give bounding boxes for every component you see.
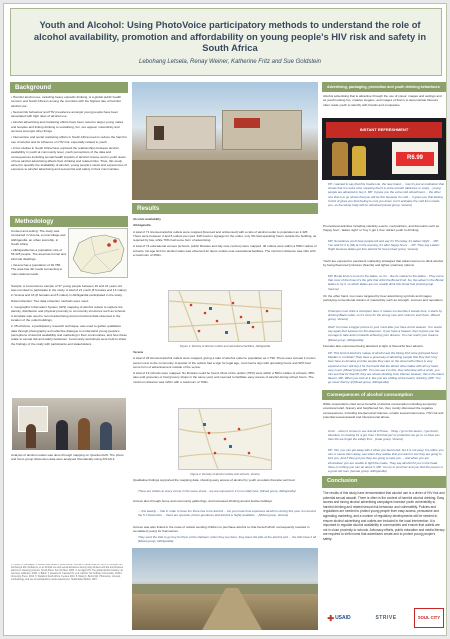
children-paragraph: Access was also linked to the noise of outlets sending children to purchase alcohol so that herself which consequently resulted in sexualised young for themselves. (133, 525, 310, 534)
consequences-paragraph: While respondents cited some benefits of alcohol consumption including temporary emotional relief, bravery and heightened fun, they mostly discussed the negative consequences, including interpersonal violence, unsafe sexual intercourse, HIV risk and potential sexual assault and interpersonal abuse. (323, 402, 444, 419)
women-paragraph: Youth are exposed to persistent marketing strategies that attract women to drink alcohol by being flavoured (mixtures (brands) and lighter (calories) options. (323, 259, 444, 268)
methodology-paragraph: Context and setting: The study was conducted in Verena, a rural village and Alkhigandla, an urban township, in South Africa. (11, 229, 66, 246)
workshop-photo (12, 398, 126, 450)
qualitative-intro: Qualitative findings supported the mapping data, showing easy access of alcohol by youth at outlets that also sell food. (133, 478, 296, 482)
alkhigandla-paragraph: A total of 74 educational venues (schools, public libraries and day care centres) were mapped. 46 outlets were within a 500m radius of schools. No age limit for alcohol sales was observed for liquor outlets near educational facilities. The minimum distance was 10m with a maximum of 450m. (133, 244, 317, 258)
advertising-heading: Advertising, packaging, promotion and youth drinking behaviours (322, 82, 446, 92)
background-paragraph: • Intervention and social marketing efforts in South Africa need to reduce the harmful use of alcohol and its influence on HIV risk, especially related to youth. (11, 135, 127, 144)
price-tag: R6.99 (396, 152, 434, 166)
quote-flavoured: FP: This kind of alcohol's makes of alcohol ask the Flying Fish wine (pictured here) Miadan or cocktails! They have a great way of attracting people that they don't buy beer here as females just like people they care on the street with Lillia it is very expensive but I will buy it for the brand that the attract other ladies with all my heart, very much. [Mixed group] MP: You can see it in this, they advertise with a smile, you can see that for that FP, they are shown drinking Cab, Flavour Heaven, this is the latest flavour. MP: When you look at it, like you are chilling at the beach, drinking. [MP: You go never find by it] [Mixed group, Alkhigandla] (328, 351, 444, 385)
verena-paragraph: A total of 19 schools were mapped. No libraries could be found. Most of the outlets (75%) were within a 500m radius of schools; 35% also sold groceries or had grocery shops in the same yard, and seemed to facilitate easy access of alcohol during school hours. The minimum distance was 120m with a maximum of 700m. (133, 371, 315, 384)
background-paragraph: • Alcohol advertising and marketing efforts have been noted to target young males and females and linking drinking to socialising, fun, sex appeal, masculinity and success amongst other things. (11, 120, 124, 134)
rural-landscape-photo (132, 548, 318, 630)
methodology-heading: Methodology (10, 216, 128, 227)
background-heading: Background (10, 82, 128, 93)
verena-paragraph: A total of 26 licensed alcohol outlets were mapped, giving a ratio of alcohol outlet to population as 1:799. There were at least 1 known person next to the community. A quarter of the outlets had a sign for legal age, most had a sign with operating hours and 92% had some form of advertisement outside of the venue. (133, 356, 316, 369)
column-middle (132, 82, 318, 632)
results-heading: Results (132, 203, 318, 214)
quote-children: They send the kids to go buy for them at the shebeen; when they are done, they leave the kids at the alcohol and ... the kids have it all [Mixed group, Alkhigandla] (138, 535, 316, 544)
verena-text (133, 350, 317, 406)
quote-champion: Champion men drink a champion beer. It makes me feel like it stands here, it starts by drinking Black Label, so it's more for the strong men and I want to start them. [Mixed group, Verena] (328, 309, 442, 322)
verena-outlet-map (178, 408, 272, 470)
quote-tavern: Umm... when it comes to sex and all of those... Okay, I go to the tavern, I get drunk, therefore I'm looking for a girl, then I find that girl no protection we go to, to have sex then the we forget the safety first... [male group, Verena] (328, 429, 440, 442)
availability-text (133, 217, 317, 295)
verena-label: Verena (133, 350, 144, 354)
poster-authors: Lebohang Letsela, Renay Weiner, Katherine Fritz and Sue Goldstein (138, 59, 321, 65)
logo-bar (322, 604, 446, 634)
alkhigandla-paragraph: A total of 71 licensed alcohol outlets were mapped (licensed and unlicensed) with a ratio of alcohol outlet to population as 1:425. There were between 2 and 8 outlets per road. 34% had no signage for the outlet, only 3% had operating hours outside the building, as required by law, while 76% had some form of advertising. (133, 229, 317, 243)
figure-1-caption: Figure 1: Density of alcohol outlets and educational facilities, Alkhigandla (179, 344, 271, 348)
access-paragraph: Access also through home and community gatherings, and increased drinking around festive holidays. (133, 499, 273, 503)
background-paragraph: • A few studies in South Africa have explored the relationships between alcohol availability in youth at community level, youth perceptions of the data and consequences including sexual health impacts of alcohol misuse and in youth views of how alcohol advertising affects their drinking and related risks. Thus, this study aimed to quantify the availability of alcohol, young people's views and experiences of exposure to alcohol advertising and sexual risk and safety in their communities. (11, 145, 127, 172)
column-right (322, 82, 446, 602)
consequences-heading: Consequences of alcohol consumption (322, 390, 446, 400)
advertising-intro: Alcohol advertising that is attractive through the use of colour, images and settings and as youth looking fun, creative slogans, and images of that is to demonstrate flavours often made youth to identify with brands and companies. (323, 94, 442, 107)
quote-outlets: There are outlets at every corner in the same street... we are exposed to it in our daily lives. [Mixed group, Alkhigandla] (138, 489, 296, 493)
quote-festive: ... this weekly ... that in order to have fun there has to be alcohol ... Do you know how expensive alcohol is during this year, but around the 5-7 December ... there are specials, phone-goodness and alcohol is highly available ... [Mixed group, Verena] (138, 509, 316, 518)
men-paragraph: On the other hand, men were targeted by beer advertising symbols and images portraying conventional notions of masculinity such as strength, success and reputation. (323, 294, 444, 303)
quote-brutal-fruit: MP: Brutal Fruit is more for the ladies, so it's... like its market to the ladies... They come that most of the times it's the girls that drink the Brutal Fruit. So, the advert in the Brutal ladies to try it, so which ladies are not usually drink this brutal fruit [mixed group, Verena] (328, 274, 444, 291)
methodology-paragraph: Sample: A convenience sample of 37 young people between 16 and 24 years old was recruited to participate in the study. A total of 21 youth (8 females and 13 males) in Verena and 16 (8 females and 8 males) in Alkhigandla participated in the study. (11, 284, 127, 297)
alkhigandla-map-drawing (169, 291, 282, 342)
map-outline (69, 229, 127, 277)
quote-intoxicated: PP: Yah, you can get away with it when you feel bored, but it is not easy. It is either you can or cause them away, see when they realise that you want to sex they are going to kick you. And if they got you they are going to rape you ... and when you are intoxicated, you are unable to fight the males. They say alcohol hit you in the head, there is nothing you can do about it. MP: You try to push her and you find the person is a good old man. [female group, Alkhigandla] (328, 448, 444, 474)
analysis-text: Analysis of alcohol outlets was done through mapping on QuantumGIS. The photo and focus group discussion data were analysed thematically using ATLAS.ti. (11, 453, 124, 462)
usaid-logo-text: USAID (335, 615, 351, 621)
figure-2-caption: Figure 2: Density of alcohol outlets and schools, Verena (190, 472, 260, 476)
quote-heaven: Well! You have a bigger picture to your mind after you have drunk Heaven. You would say again that 'Heaven for the deserves'. If you have a heaven, then it gives you the courage to take action towards achieving your dreams. You can reach your dreams. [Mixed group, Alkhigandla] (328, 325, 442, 342)
availability-subheading: Alcohol availability (133, 217, 162, 221)
quote-ladies-night: MP: Sometimes you'll hear people tell and say it's Thursday, it's ladies' Night ... MP: You wait for it to (fill) at in the evening, it's after happy hours ... PP: They say Ladies' Night because ladies get free alcohol for free [mixed group, Verena] (328, 239, 440, 252)
promotion-paragraph: Promotional activities including celebrity events, competitions, and discounts such as 'happy hour', 'ladies night' or 'buy 1 get 1 free' attract youth to drinking. (323, 224, 440, 233)
poster-title: Youth and Alcohol: Using PhotoVoice participatory methods to understand the role of alcohol availability, promotion and affordability on young people's HIV risk and safety in South Africa (33, 19, 427, 54)
south-africa-map (68, 228, 128, 278)
conclusion-heading: Conclusion (322, 476, 446, 488)
methodology-paragraph: • Alkhigandla has a population size of 56 425 people. The area has formal and informal dwellings. (11, 248, 66, 261)
methodology-paragraph: 2. PhotoVoice, a participatory research technique, was used to gather qualitative data through photography and reflective dialogue to understand young people's perceptions of alcohol availability and marketing in their communities, and how these relate to sexual risk and safety behaviour. Community workshops were held to share the findings of the study with participants and stakeholders. (11, 324, 127, 346)
methodology-context (11, 229, 66, 281)
column-left (10, 82, 128, 602)
strive-logo: STRIVE (375, 615, 397, 621)
quote-castle-lite: PP: I wanted to say that this Castle Lite, the new brand ... now it's just an indication that shows that it is extra cold, meaning that it is extra smooth (delicious or crisp)... young people are attracted to buy it. MP: It gives you the extra cold refreshment ... the other one that is to go shows that you will be fine because it's cold ... it gives you that feeling. It kind of gives you that feeling to cool you down, but it activates the cold from inside you, so the whole body will be refreshed [mixed group, Verena] (328, 182, 444, 208)
methodology-paragraph: Data Collection: Two data collection methods were used: (11, 298, 89, 303)
alkhigandla-outlet-map (168, 290, 282, 342)
advert-banner: INSTANT REFRESHMENT (326, 122, 442, 138)
advertising-photo (322, 118, 446, 180)
township-street-photo (132, 82, 318, 200)
poster-header (10, 8, 442, 76)
conclusion-text: The results of this study have demonstrated that alcohol use is a driver of HIV risk and potential sexual assault. There is often in the context of harmful alcohol drinking. Easy access and strong alcohol advertising campaigns increase youth vulnerability to harmful drinking and related sexual risk behaviour and vulnerability. Policies and regulations are needed to protect young people from easy access, persuasive and appealing marketing, and a number of regulatory developments will be needed to ensure alcohol advertising and outlets are included in the local intervention. It is important to regulate alcohol availability in communities and ensure that outlets are not in close proximity to schools. Advocacy efforts, public education and media literacy are required to shift norms that advertisers create and to protect young people's safety. (323, 491, 445, 541)
background-text (11, 95, 127, 213)
background-paragraph: • Sexual risk behaviour and HIV prevalence amongst young people have been associated with high rates of alcohol use. (11, 109, 119, 119)
methodology-paragraph: 1. Geographic Information System (GIS) mapping of alcohol outlets to capture the density, distribution and physical proximity to community structures such as schools. A template was used to record advertising and promotional data observed in the location of the outlet buildings. (11, 305, 126, 323)
methodology-paragraph: • Verena has a population of 20 788. The area has dirt roads connecting to main national roads. (11, 263, 63, 276)
poster (3, 3, 447, 636)
methodology-methods (11, 284, 127, 396)
verena-map-drawing (179, 409, 272, 470)
usaid-logo: ✚ USAID (327, 613, 351, 623)
females-paragraph: Females also expressed being attracted to light or flavourful beer adverts. (323, 344, 424, 348)
soul-city-logo: SOUL CITY (414, 608, 444, 628)
background-paragraph: • Harmful alcohol use, including heavy episodic drinking, is a global public health concern and South Africa is among the countries with the highest rate of harmful alcohol use. (11, 95, 122, 108)
references: 1. Peltzer K, Ramlagan S. Alcohol use trends in South Africa. Journal of Social Science. 2009. 2. Morojele NK, Kachieng'a MA, Mokoko E, et al. Alcohol use and sexual behaviour among risky drinkers and bar and shebeen patrons in Gauteng province, South Africa. Soc Sci Med. 2006. 3. Jernigan DH. The global alcohol industry: an overview. Addiction. 2009. 4. Babor T, Caetano R, Casswell S, et al. Alcohol: No Ordinary Commodity. Oxford University Press. 2010. 5. Statistics South Africa. Census 2011. 6. Wang C, Burris MA. Photovoice: concept, methodology, and use for participatory needs assessment. Health Educ Behav. 1997. (11, 564, 124, 582)
alkhigandla-label: Alkhigandla (133, 223, 151, 228)
